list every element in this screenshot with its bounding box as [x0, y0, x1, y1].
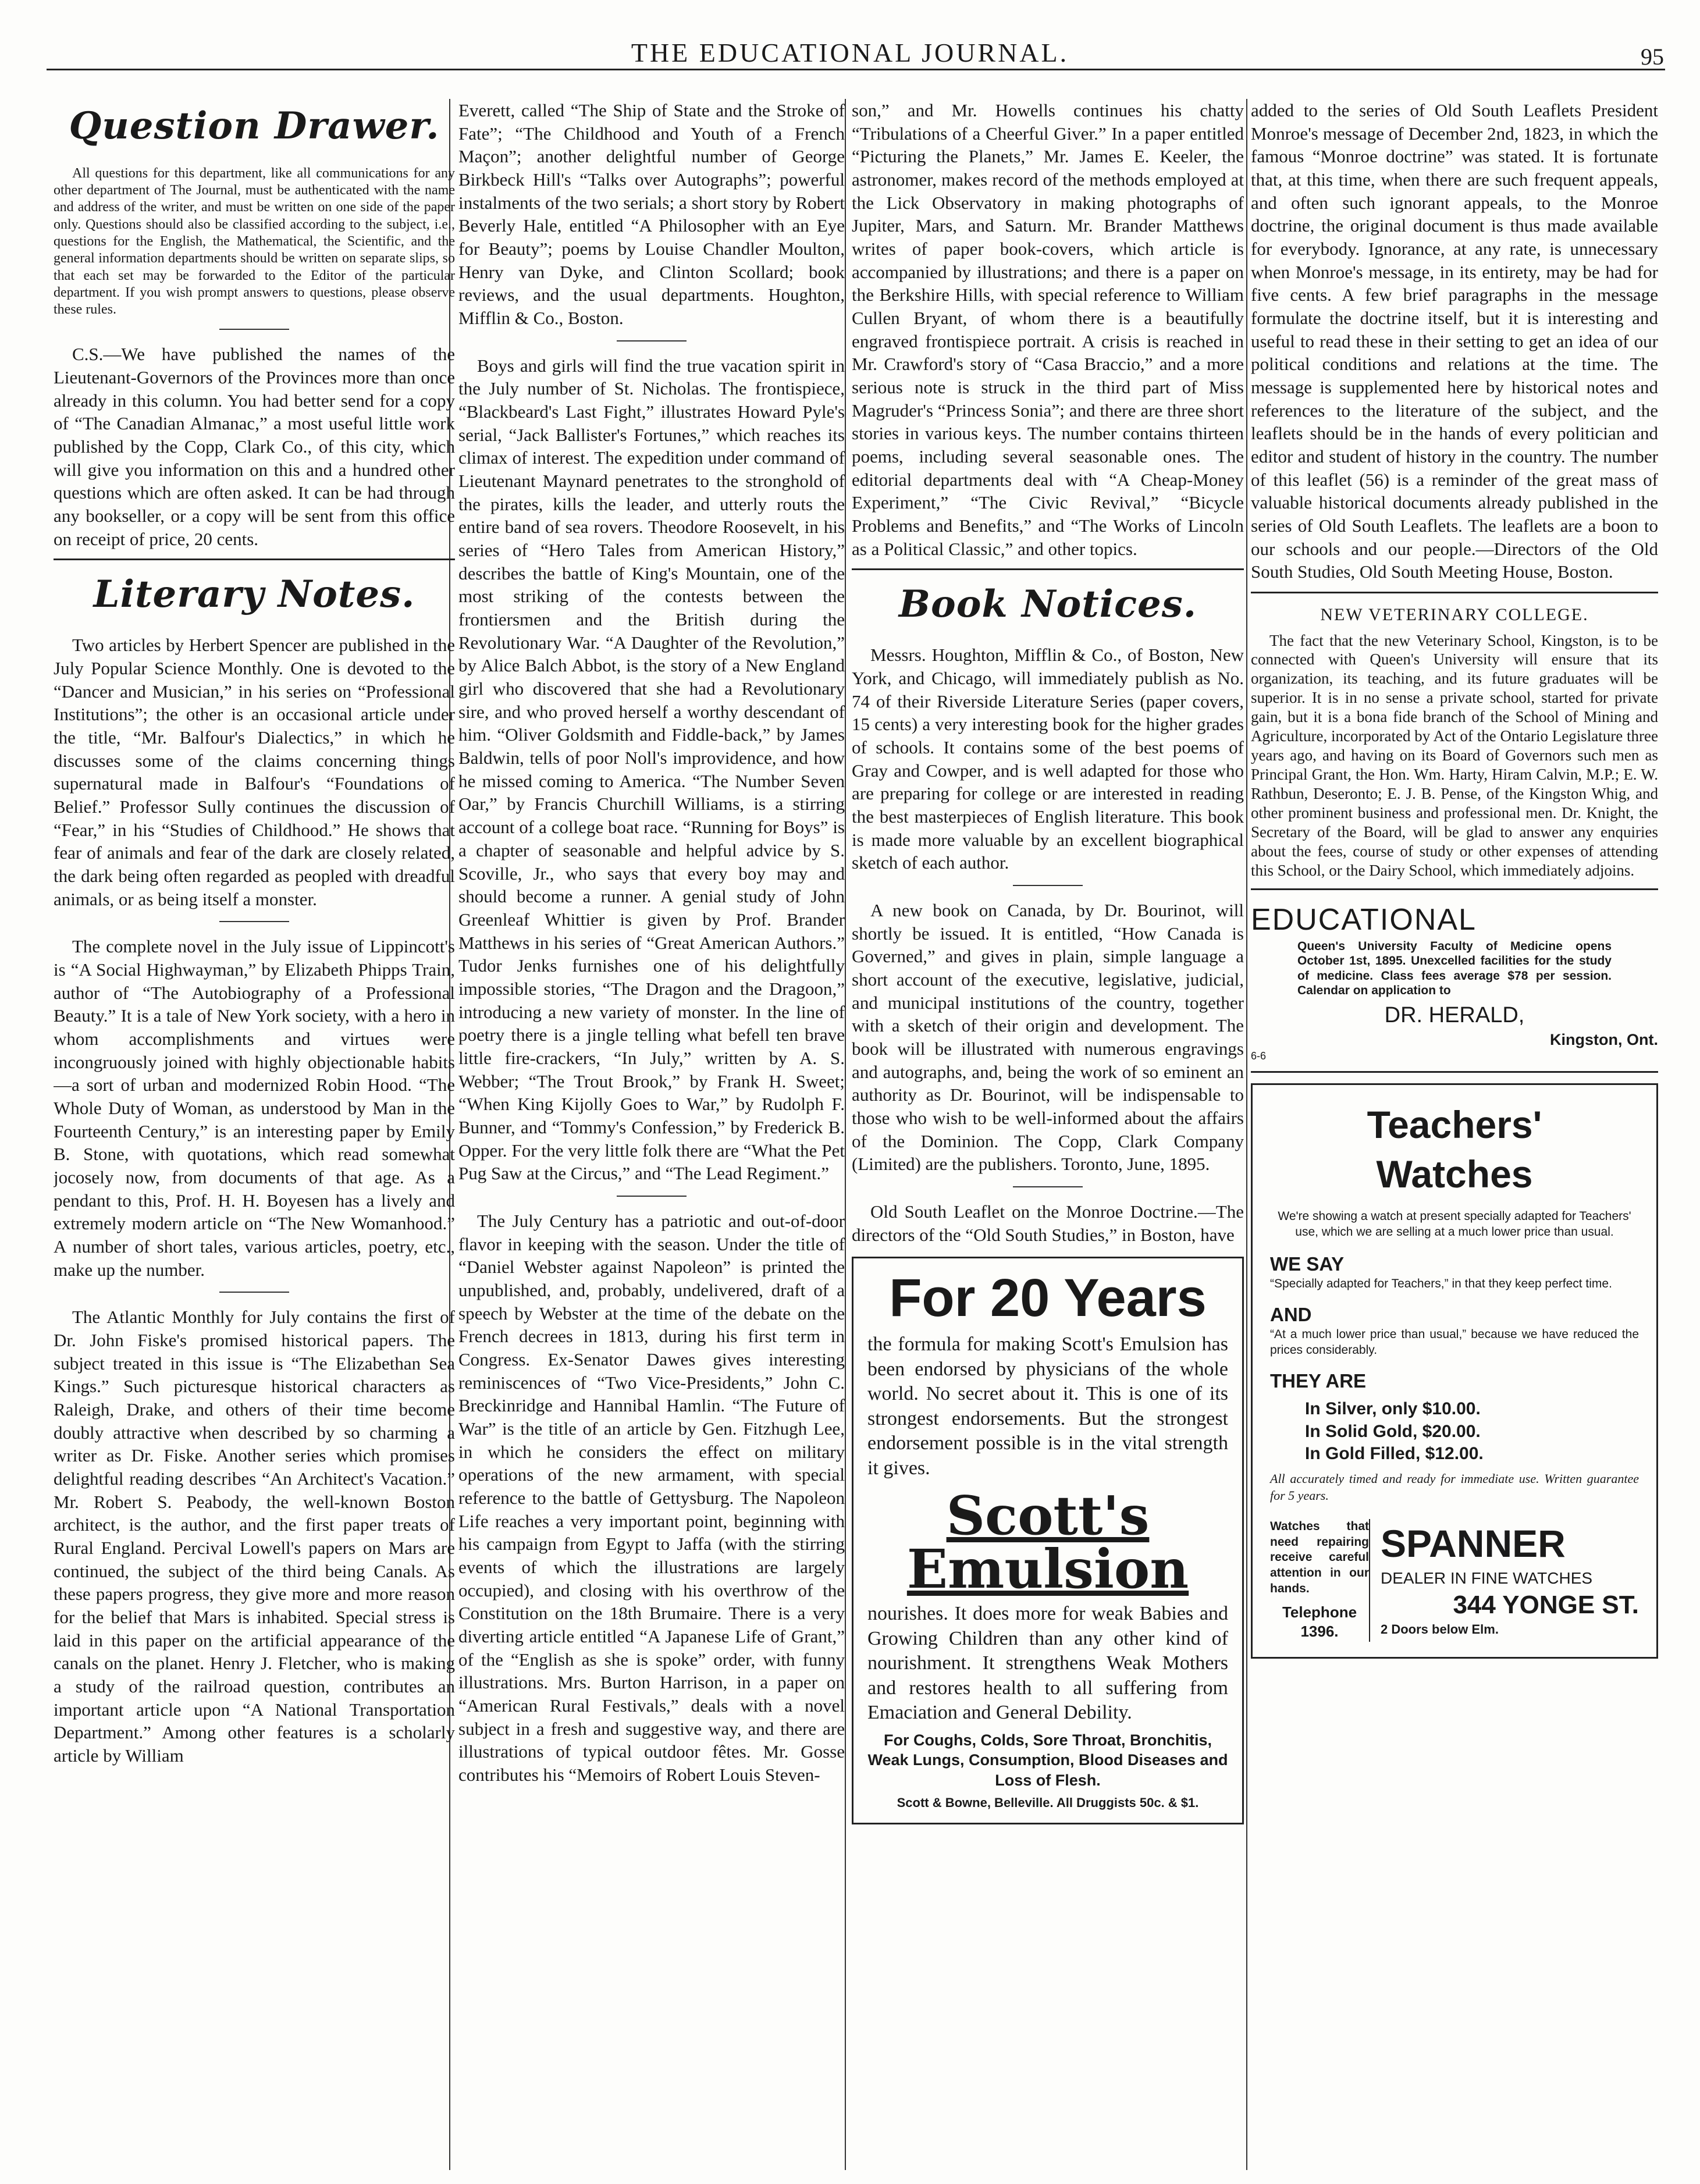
ad-lead: the formula for making Scott's Emulsion has been endorsed by physicians of the whole world. No secret about it. This is one of its strongest endorsements. But the strongest endorsement possible is in the vital strength it gives.: [867, 1333, 1228, 1479]
watch-ad-title: Teachers': [1367, 1103, 1542, 1147]
section-rule: [1251, 1071, 1658, 1073]
ad-brand: Emulsion: [906, 1538, 1189, 1601]
watch-ad-intro: We're showing a watch at present specially adapted for Teachers' use, which we are selling at a much lower price than usual.: [1278, 1210, 1631, 1239]
watch-ad-quote: “Specially adapted for Teachers,” in that they keep perfect time.: [1270, 1277, 1612, 1291]
educational-body: Queen's University Faculty of Medicine opens October 1st, 1895. Unexcelled facilities for the study of medicine. Class fees average $78 per session. Calendar on application to: [1297, 940, 1612, 997]
column-divider: [845, 99, 846, 2170]
book-notices-heading: Book Notices.: [898, 582, 1197, 627]
separator: [1013, 1186, 1083, 1187]
section-rule: [54, 559, 455, 560]
scotts-emulsion-ad: [852, 1257, 1244, 1824]
veterinary-body: The fact that the new Veterinary School, Kingston, is to be connected with Queen's University will ensure that its organization, its teaching, and its future graduates will be superior. It is in no sense a private school, started for private gain, but it is a bona fide branch of the School of Mining and Agriculture, incorporated by Act of the Ontario Legislature three years ago, and having on its Board of Governors such men as Principal Grant, the Hon. Wm. Harty, Hiram Calvin, M.P.; E. W. Rathbun, Deseronto; E. J. B. Pense, of the Kingston Whig, and other prominent business and professional men. Dr. Knight, the Secretary of the Board, will be glad to answer any enquiries about the fees, course of study or other expenses of attending this School, or the Dairy School, which immediately adjoins.: [1251, 631, 1658, 879]
literary-note: Two articles by Herbert Spencer are published in the July Popular Science Monthly. One is devoted to the “Dancer and Musician,” in his series on “Professional Institutions”; the other is an occasional article under the title, “Mr. Balfour's Dialectics,” in which he discusses some of the claims concerning things supernatural made in Balfour's “Foundations of Belief.” Professor Sully continues the discussion of “Fear,” in his “Studies of Childhood.” He shows that fear of animals and fear of the dark are closely related, the dark being often regarded as peopled with dreadful animals, or as being itself a monster.: [54, 635, 455, 909]
header-rule: [47, 69, 1665, 70]
literary-note: Boys and girls will find the true vacation spirit in the July number of St. Nicholas. The frontispiece, “Blackbeard's Last Fight,” illustrates Howard Pyle's serial, “Jack Ballister's Fortunes,” which reaches its climax of interest. The expedition under command of Lieutenant Maynard penetrates to the stronghold of the pirates, kills the leader, and utterly routs the entire band of sea rovers. Theodore Roosevelt, in his series of “Hero Tales from American History,” describes the battle of King's Mountain, one of the most striking of the contests between the frontiersmen and the British during the Revolutionary War. “A Daughter of the Revolution,” by Alice Balch Abbot, is the story of a New England girl who discovered that she had a Revolutionary sire, and who proved herself a worthy descendant of him. “Oliver Goldsmith and Fiddle-back,” by James Baldwin, tells of poor Noll's improvidence, and how he missed coming to America. “The Number Seven Oar,” by Francis Churchill Williams, is a stirring account of a college boat race. “Running for Boys” is a chapter of seasonable and helpful advice by S. Scoville, Jr., who says that every boy may and should become a runner. A genial study of John Greenleaf Whittier is given by Prof. Brander Matthews in his series of “Great American Authors.” Tudor Jenks furnishes one of his delightfully impossible stories, “The Dragon and the Dragoon,” introducing a new variety of monster. In the line of poetry there is a jingle telling what befell ten brave little fire-crackers, “In July,” written by A. S. Webber; “The Trout Brook,” by Frank H. Sweet; “When King Kijolly Goes to War,” by Rudolph F. Bunner, and “Tommy's Confession,” by Frederick B. Opper. For the very little folk there are “What the Pet Pug Saw at the Circus,” and “The Lead Regiment.”: [458, 355, 845, 1184]
question-drawer-heading: Question Drawer.: [69, 104, 440, 148]
watch-price: In Solid Gold, $20.00.: [1305, 1421, 1481, 1441]
watch-ad-and: AND: [1270, 1303, 1312, 1325]
watch-guarantee: All accurately timed and ready for immediate use. Written guarantee for 5 years.: [1270, 1471, 1639, 1503]
educational-name: DR. HERALD,: [1384, 1002, 1525, 1027]
ad-headline: For 20 Years: [889, 1268, 1207, 1328]
watch-ad-we-say: WE SAY: [1270, 1253, 1345, 1275]
watch-price: In Gold Filled, $12.00.: [1305, 1443, 1484, 1463]
watch-ad-quote: “At a much lower price than usual,” because we have reduced the prices considerably.: [1270, 1328, 1639, 1357]
separator: [219, 329, 289, 330]
ad-brand: Scott's: [946, 1484, 1150, 1548]
watch-price: In Silver, only $10.00.: [1305, 1399, 1481, 1419]
section-rule: [852, 568, 1244, 570]
separator: [617, 340, 687, 342]
page-number: 95: [1641, 44, 1664, 70]
spanner-block: [1270, 1519, 1639, 1642]
spanner-name: SPANNER: [1381, 1521, 1566, 1565]
watch-ad-title: Watches: [1376, 1152, 1533, 1196]
book-notice: Messrs. Houghton, Mifflin & Co., of Boston, New York, and Chicago, will immediately publish as No. 74 of their Riverside Literature Series (paper covers, 15 cents) a very interesting book for the higher grades of schools. It contains some of the best poems of Gray and Cowper, and is well adapted for those who are preparing for college or are interested in reading the best masterpieces of English literature. This book is made more valuable by an excellent biographical sketch of each author.: [852, 645, 1244, 873]
ad-body: nourishes. It does more for weak Babies and Growing Children than any other kind of nourishment. It strengthens Weak Mothers and restores health to all suffering from Emaciation and General Debility.: [867, 1603, 1228, 1724]
telephone-text: Telephone 1396.: [1282, 1603, 1357, 1641]
veterinary-heading: NEW VETERINARY COLLEGE.: [1320, 605, 1589, 625]
educational-place: Kingston, Ont.: [1550, 1030, 1658, 1048]
separator: [219, 1292, 289, 1293]
column-1: [54, 99, 455, 2170]
column-3: [852, 99, 1244, 2170]
separator: [1013, 885, 1083, 886]
literary-note: son,” and Mr. Howells continues his chatty “Tribulations of a Cheerful Giver.” In a paper entitled “Picturing the Planets,” Mr. James E. Keeler, the astronomer, makes record of the methods employed at the Lick Observatory in making photographs of Jupiter, Mars, and Saturn. Mr. Brander Matthews writes of paper book-covers, which article is accompanied by illustrations; and there is a paper on the Berkshire Hills, with special reference to William Cullen Bryant, of whom there is a beautifully engraved frontispiece portrait. A crisis is reached in Mr. Crawford's story of “Casa Braccio,” and a more serious note is struck in the third part of Miss Magruder's “Princess Sonia”; and there are three short stories in various keys. The number contains thirteen poems, including several seasonable ones. The editorial departments deal with “A Cheap-Money Experiment,” “The Civic Revival,” “Bicycle Problems and Benefits,” and “The Works of Lincoln as a Political Classic,” and other topics.: [852, 100, 1244, 559]
column-4: [1251, 99, 1658, 2170]
literary-notes-heading: Literary Notes.: [93, 572, 415, 617]
book-notice: Old South Leaflet on the Monroe Doctrine.—The directors of the “Old South Studies,” in Boston, have: [852, 1201, 1244, 1245]
literary-note: The Atlantic Monthly for July contains the first of Dr. John Fiske's promised historical papers. The subject treated in this issue is “The Elizabethan Sea Kings.” Such picturesque historical characters as Raleigh, Drake, and others of their time become doubly attractive when described by so charming a writer as Dr. Fiske. Another series which promises delightful reading describes “An Architect's Vacation.” Mr. Robert S. Peabody, the well-known Boston architect, is the author, and the first paper treats of Rural England. Percival Lowell's papers on Mars are continued, the subject of the third being Canals. As these papers progress, they give more and more reason for the belief that Mars is inhabited. Special stress is laid in this paper on the artificial appearance of the canals on the planet. Henry J. Fletcher, who is making a study of the railroad question, contributes an important article upon “A National Transportation Department.” Among other features is a scholarly article by William: [54, 1307, 455, 1766]
literary-note: The July Century has a patriotic and out-of-door flavor in keeping with the season. Under the title of “Daniel Webster against Napoleon” is printed the unpublished, and, probably, undelivered, draft of a speech by Webster at the time of the debate on the French decrees in 1813, during his first term in Congress. Ex-Senator Dawes gives interesting reminiscences of “Two Vice-Presidents,” John C. Breckinridge and Hannibal Hamlin. “The Future of War” is the title of an article by Gen. Fitzhugh Lee, in which he considers the effect on military operations of the new armament, with special reference to the battle of Gettysburg. The Napoleon Life reaches a very important point, beginning with his campaign from Egypt to Jaffa (with the stirring events of which the illustrations are largely occupied), and closing with his overthrow of the Constitution on the 18th Brumaire. There is a very diverting article entitled “A Japanese Life of Grant,” of the “English as she is spoke” order, with funny illustrations. Mrs. Burton Harrison, in a paper on “American Rural Festivals,” deals with a novel subject in a fresh and suggestive way, and there are illustrations of typical outdoor fêtes. Mr. Gosse contributes his “Memoirs of Robert Louis Steven-: [458, 1210, 845, 1785]
repairs-text: Watches that need repairing receive careful attention in our hands.: [1270, 1519, 1369, 1596]
spanner-right: [1370, 1519, 1639, 1642]
ad-footer: Scott & Bowne, Belleville. All Druggists 50c. & $1.: [897, 1795, 1199, 1810]
educational-code: 6-6: [1251, 1050, 1267, 1062]
question-answer: C.S.—We have published the names of the Lieutenant-Governors of the Provinces more than once already in this column. You had better send for a copy of “The Canadian Almanac,” a most useful little work published by the Copp, Clark Co., of this city, which will give you information on this and a hundred other questions which are often asked. It can be had through any bookseller, or a copy will be sent from this office on receipt of price, 20 cents.: [54, 344, 455, 549]
ad-ailments: For Coughs, Colds, Sore Throat, Bronchitis, Weak Lungs, Consumption, Blood Diseases and Loss of Flesh.: [867, 1731, 1228, 1789]
spanner-left: [1270, 1519, 1370, 1642]
old-south-notice: added to the series of Old South Leaflets President Monroe's message of December 2nd, 1823, in which the famous “Monroe doctrine” was stated. It is fortunate that, at this time, when there are such frequent appeals, and often such ignorant appeals, to the Monroe doctrine, the original document is thus made available for everybody. Ignorance, at any rate, is unnecessary when Monroe's message, in its entirety, may be had for five cents. A few brief paragraphs in the message formulate the doctrine itself, but it is interesting and useful to read these in their setting to get an idea of our political conditions and relations at the time. The message is supplemented here by historical notes and references to the literature of the subject, and the leaflets should be in the hands of every politician and editor and student of history in the country. The number of this leaflet (56) is a reminder of the great mass of valuable historical documents already published in the series of Old South Leaflets. The leaflets are a boon to our schools and our people.—Directors of the Old South Studies, Old South Meeting House, Boston.: [1251, 100, 1658, 582]
book-notice: A new book on Canada, by Dr. Bourinot, will shortly be issued. It is entitled, “How Canada is Governed,” and gives in plain, simple language a short account of the executive, legislative, judicial, and municipal institutions of the country, together with a sketch of their origin and development. The book will be illustrated with numerous engravings and autographs, and, being the work of so eminent an authority as Dr. Bourinot, will be indispensable to those who wish to be well-informed about the affairs of the Dominion. The Copp, Clark Company (Limited) are the publishers. Toronto, June, 1895.: [852, 900, 1244, 1175]
literary-note: The complete novel in the July issue of Lippincott's is “A Social Highwayman,” by Elizabeth Phipps Train, author of “The Autobiography of a Professional Beauty.” It is a tale of New York society, with a hero in whom accomplishments and virtues were incongruously joined with highly objectionable habits—a sort of urban and modernized Robin Hood. “The Whole Duty of Woman, as understood by Man in the Fourteenth Century,” is an interesting paper by Emily B. Stone, with quotations, which read somewhat jocosely now, from documents of that age. As a pendant to this, Prof. H. H. Boyesen has a lively and extremely modern article on “The New Womanhood.” A number of short tales, various articles, poetry, etc., make up the number.: [54, 936, 455, 1280]
spanner-address: 344 YONGE ST.: [1453, 1590, 1639, 1619]
literary-note: Everett, called “The Ship of State and the Stroke of Fate”; “The Childhood and Youth of a French Maçon”; another delightful number of George Birkbeck Hill's “Talks over Autographs”; powerful instalments of the two serials; a short story by Robert Beverly Hale, entitled “A Philosopher with an Eye for Beauty”; poems by Louise Chandler Moulton, Henry van Dyke, and Clinton Scollard; book reviews, and the usual departments. Houghton, Mifflin & Co., Boston.: [458, 100, 845, 329]
section-rule: [1251, 888, 1658, 890]
spanner-dealer: DEALER IN FINE WATCHES: [1381, 1569, 1593, 1588]
spanner-doors: 2 Doors below Elm.: [1381, 1622, 1499, 1637]
educational-heading: EDUCATIONAL: [1251, 902, 1477, 937]
question-drawer-rules: All questions for this department, like all communications for any other department of The Journal, must be authenticated with the name and address of the writer, and must be written on one side of the paper only. Questions should also be classified according to the subject, i.e., questions for the English, the Mathematical, the Scientific, and the general information departments should be written on separate slips, so that each set may be forwarded to the Editor of the particular department. If you wish prompt answers to questions, please observe these rules.: [54, 165, 455, 318]
section-rule: [1251, 592, 1658, 593]
separator: [617, 1196, 687, 1197]
running-title: THE EDUCATIONAL JOURNAL.: [631, 38, 1069, 67]
column-divider: [1246, 99, 1247, 2170]
teachers-watches-ad: [1251, 1083, 1658, 1658]
separator: [219, 921, 289, 922]
column-2: [458, 99, 845, 2170]
watch-ad-they-are: THEY ARE: [1270, 1370, 1367, 1392]
